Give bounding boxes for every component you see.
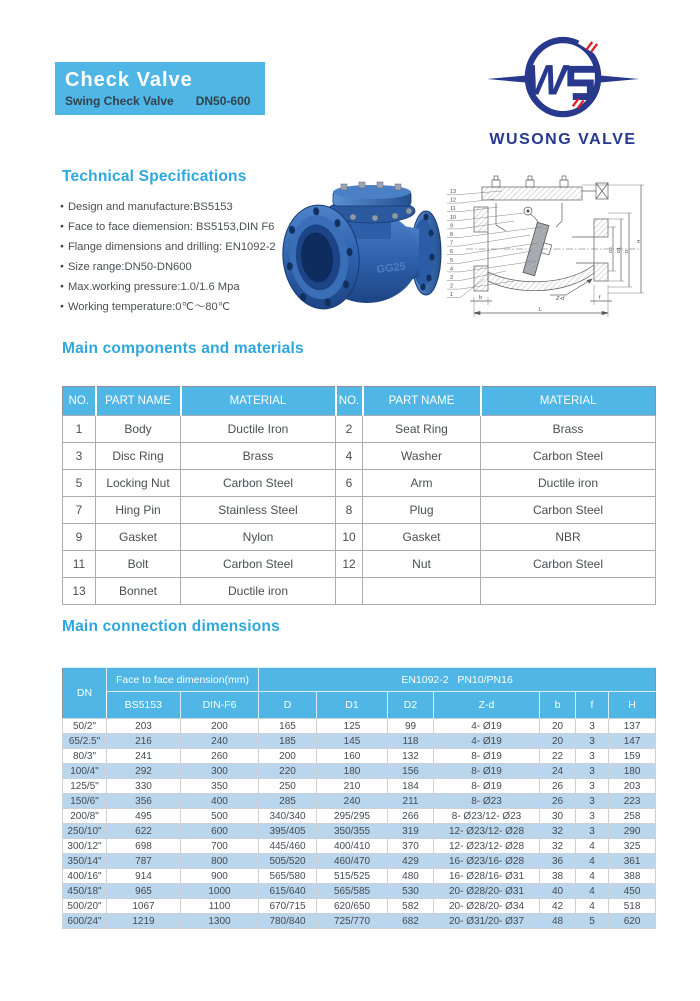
table-cell: 258 — [609, 809, 656, 824]
table-row — [63, 551, 656, 578]
table-cell: 429 — [388, 854, 434, 869]
table-cell: 582 — [388, 899, 434, 914]
table-cell: Ductile iron — [181, 578, 336, 605]
table-cell: Nut — [363, 551, 481, 578]
dim-label-D1: D1 — [616, 247, 621, 253]
table-cell: 965 — [107, 884, 181, 899]
table-cell: 530 — [388, 884, 434, 899]
table-cell: 241 — [107, 749, 181, 764]
table-cell: 9 — [63, 524, 96, 551]
table-cell: 518 — [609, 899, 656, 914]
spec-item: ● Working temperature:0℃～80℃ — [60, 297, 292, 317]
dim-label-f: f — [599, 295, 601, 301]
table-cell: 505/520 — [259, 854, 317, 869]
table-cell: 4 — [576, 869, 609, 884]
table-row — [63, 719, 656, 734]
table-cell: 211 — [388, 794, 434, 809]
table-cell: 3 — [576, 794, 609, 809]
table-cell: 8- Ø23 — [434, 794, 540, 809]
table-cell: 400 — [181, 794, 259, 809]
table-row — [63, 869, 656, 884]
table-row — [63, 899, 656, 914]
column-header: NO. — [336, 387, 363, 416]
valve-photo — [281, 165, 445, 319]
table-cell: 495 — [107, 809, 181, 824]
table-cell: 118 — [388, 734, 434, 749]
table-cell: 670/715 — [259, 899, 317, 914]
table-cell: 400/410 — [317, 839, 388, 854]
table-cell: 8 — [336, 497, 363, 524]
table-cell: 615/640 — [259, 884, 317, 899]
product-subtitle — [65, 94, 265, 108]
table-cell: 250 — [259, 779, 317, 794]
table-cell: 3 — [576, 779, 609, 794]
table-cell: 32 — [540, 839, 576, 854]
column-header: MATERIAL — [481, 387, 656, 416]
table-cell: 1067 — [107, 899, 181, 914]
callout-number: 11 — [450, 206, 456, 213]
table-row — [63, 884, 656, 899]
table-cell: 12- Ø23/12- Ø28 — [434, 839, 540, 854]
table-cell: Carbon Steel — [481, 551, 656, 578]
callout-number: 10 — [450, 214, 456, 221]
spec-item: ● Flange dimensions and drilling: EN1092-2 — [60, 237, 292, 257]
table-cell: 16- Ø28/16- Ø31 — [434, 869, 540, 884]
table-cell: 500/20" — [63, 899, 107, 914]
table-cell: 4- Ø19 — [434, 719, 540, 734]
table-cell: 16- Ø23/16- Ø28 — [434, 854, 540, 869]
table-cell: 4 — [576, 854, 609, 869]
callout-number: 7 — [450, 240, 453, 247]
table-cell: 24 — [540, 764, 576, 779]
table-cell: 300 — [181, 764, 259, 779]
table-cell: 180 — [317, 764, 388, 779]
table-cell: 160 — [317, 749, 388, 764]
table-cell: 325 — [609, 839, 656, 854]
callout-number: 8 — [450, 232, 453, 238]
table-cell: 184 — [388, 779, 434, 794]
section-heading-technical-specifications: Technical Specifications — [62, 168, 247, 185]
table-cell: 388 — [609, 869, 656, 884]
table-cell: 156 — [388, 764, 434, 779]
table-cell: 3 — [576, 749, 609, 764]
column-header: D2 — [388, 692, 434, 719]
table-cell: 20- Ø28/20- Ø34 — [434, 899, 540, 914]
table-cell: 370 — [388, 839, 434, 854]
table-cell: 48 — [540, 914, 576, 929]
column-header: D1 — [317, 692, 388, 719]
table-cell: 1000 — [181, 884, 259, 899]
table-cell: 5 — [576, 914, 609, 929]
product-title: Check Valve — [65, 69, 193, 91]
column-header: f — [576, 692, 609, 719]
table-cell: 600/24" — [63, 914, 107, 929]
components-table-body — [63, 416, 656, 605]
column-header: DIN-F6 — [181, 692, 259, 719]
table-cell: 700 — [181, 839, 259, 854]
table-cell: Carbon Steel — [181, 470, 336, 497]
table-cell: 300/12" — [63, 839, 107, 854]
table-cell: 32 — [540, 824, 576, 839]
table-cell: 11 — [63, 551, 96, 578]
table-cell: 8- Ø23/12- Ø23 — [434, 809, 540, 824]
table-cell: 361 — [609, 854, 656, 869]
column-header: PART NAME — [96, 387, 181, 416]
column-header: H — [609, 692, 656, 719]
table-cell: 42 — [540, 899, 576, 914]
table-cell: 460/470 — [317, 854, 388, 869]
table-cell: 3 — [576, 824, 609, 839]
table-cell: 3 — [63, 443, 96, 470]
company-logo — [468, 34, 658, 149]
table-cell: 80/3" — [63, 749, 107, 764]
table-row — [63, 764, 656, 779]
dim-label-Zd: Z-d — [556, 296, 565, 302]
table-row — [63, 470, 656, 497]
table-cell: 292 — [107, 764, 181, 779]
table-cell: 515/525 — [317, 869, 388, 884]
table-row — [63, 794, 656, 809]
spec-list — [60, 197, 292, 317]
table-cell: 40 — [540, 884, 576, 899]
table-cell: 800 — [181, 854, 259, 869]
table-cell: 4 — [576, 839, 609, 854]
table-cell: 8- Ø19 — [434, 764, 540, 779]
table-cell: 565/585 — [317, 884, 388, 899]
table-cell: 3 — [576, 809, 609, 824]
table-cell: 340/340 — [259, 809, 317, 824]
table-cell: Arm — [363, 470, 481, 497]
table-cell: 4 — [576, 899, 609, 914]
table-cell: 203 — [107, 719, 181, 734]
logo-mark-icon — [485, 34, 641, 126]
spec-item: ● Max.working pressure:1.0/1.6 Mpa — [60, 277, 292, 297]
column-header: D — [259, 692, 317, 719]
table-cell: Nylon — [181, 524, 336, 551]
table-cell: 210 — [317, 779, 388, 794]
table-cell: 295/295 — [317, 809, 388, 824]
dim-label-D2: D2 — [608, 247, 613, 253]
table-row — [63, 497, 656, 524]
table-cell: 147 — [609, 734, 656, 749]
column-group-face-to-face: Face to face dimension(mm) — [107, 668, 259, 692]
table-cell: 26 — [540, 779, 576, 794]
table-cell: 8- Ø19 — [434, 749, 540, 764]
table-cell: Carbon Steel — [481, 443, 656, 470]
column-header: BS5153 — [107, 692, 181, 719]
table-cell: 2 — [336, 416, 363, 443]
table-cell: Gasket — [363, 524, 481, 551]
table-cell: 137 — [609, 719, 656, 734]
table-cell: 223 — [609, 794, 656, 809]
brand-name: WUSONG VALVE — [489, 131, 637, 148]
components-header-row — [63, 387, 656, 416]
table-cell: 240 — [317, 794, 388, 809]
table-row — [63, 443, 656, 470]
table-cell: 132 — [388, 749, 434, 764]
table-cell: Seat Ring — [363, 416, 481, 443]
table-cell: 330 — [107, 779, 181, 794]
table-cell: 620/650 — [317, 899, 388, 914]
table-cell: 600 — [181, 824, 259, 839]
spec-item: ● Size range:DN50-DN600 — [60, 257, 292, 277]
components-table — [62, 386, 656, 605]
table-cell — [363, 578, 481, 605]
table-cell: 26 — [540, 794, 576, 809]
table-row — [63, 824, 656, 839]
product-banner — [55, 62, 265, 115]
table-cell: 10 — [336, 524, 363, 551]
table-cell: Bonnet — [96, 578, 181, 605]
table-cell: Bolt — [96, 551, 181, 578]
dimensions-subheader-row — [63, 692, 656, 719]
dim-label-D: D — [624, 249, 629, 253]
table-cell: 4 — [336, 443, 363, 470]
table-cell: Ductile iron — [481, 470, 656, 497]
table-cell: 125/5" — [63, 779, 107, 794]
table-cell — [481, 578, 656, 605]
table-row — [63, 734, 656, 749]
table-cell: Gasket — [96, 524, 181, 551]
section-heading-components: Main components and materials — [62, 340, 304, 357]
table-cell: 203 — [609, 779, 656, 794]
table-cell: NBR — [481, 524, 656, 551]
table-cell: 565/580 — [259, 869, 317, 884]
table-row — [63, 578, 656, 605]
table-cell: Stainless Steel — [181, 497, 336, 524]
spec-item: ● Face to face diemension: BS5153,DIN F6 — [60, 217, 292, 237]
table-cell: 4 — [576, 884, 609, 899]
table-cell: 350 — [181, 779, 259, 794]
table-cell: 200/8" — [63, 809, 107, 824]
table-cell: 36 — [540, 854, 576, 869]
table-cell: 7 — [63, 497, 96, 524]
table-cell: 285 — [259, 794, 317, 809]
drawing-dimension-labels — [479, 240, 641, 313]
table-cell: 395/405 — [259, 824, 317, 839]
table-cell: 65/2.5" — [63, 734, 107, 749]
table-cell: 4- Ø19 — [434, 734, 540, 749]
table-cell: 356 — [107, 794, 181, 809]
column-header-dn: DN — [63, 668, 107, 719]
callout-number: 3 — [450, 275, 453, 281]
callout-number: 2 — [450, 283, 453, 290]
table-cell: Ductile Iron — [181, 416, 336, 443]
table-cell: 38 — [540, 869, 576, 884]
table-cell: Brass — [481, 416, 656, 443]
table-cell: 400/16" — [63, 869, 107, 884]
table-cell: 20 — [540, 734, 576, 749]
table-cell: 914 — [107, 869, 181, 884]
callout-number: 5 — [450, 257, 453, 264]
table-cell: 450/18" — [63, 884, 107, 899]
column-group-en1092: EN1092-2 PN10/PN16 — [259, 668, 656, 692]
table-cell: 125 — [317, 719, 388, 734]
table-row — [63, 809, 656, 824]
table-cell: 20- Ø31/20- Ø37 — [434, 914, 540, 929]
dim-label-H: H — [636, 239, 641, 243]
table-cell: 13 — [63, 578, 96, 605]
table-cell: Carbon Steel — [181, 551, 336, 578]
dimensions-header-row-1 — [63, 668, 656, 692]
table-cell: Carbon Steel — [481, 497, 656, 524]
column-header: NO. — [63, 387, 96, 416]
column-header: MATERIAL — [181, 387, 336, 416]
table-cell: 99 — [388, 719, 434, 734]
dimensions-table — [62, 667, 656, 929]
table-cell: Locking Nut — [96, 470, 181, 497]
table-cell: 30 — [540, 809, 576, 824]
callout-number: 13 — [450, 189, 456, 195]
section-heading-dimensions: Main connection dimensions — [62, 618, 280, 635]
table-row — [63, 416, 656, 443]
table-cell: 145 — [317, 734, 388, 749]
table-cell: 165 — [259, 719, 317, 734]
table-cell: 480 — [388, 869, 434, 884]
table-cell: 3 — [576, 719, 609, 734]
table-cell: 260 — [181, 749, 259, 764]
table-cell: 180 — [609, 764, 656, 779]
table-cell: 450 — [609, 884, 656, 899]
table-cell: 319 — [388, 824, 434, 839]
table-cell: 622 — [107, 824, 181, 839]
table-cell: 1300 — [181, 914, 259, 929]
table-cell: 216 — [107, 734, 181, 749]
table-cell: 20- Ø28/20- Ø31 — [434, 884, 540, 899]
table-cell: 200 — [259, 749, 317, 764]
table-cell: 20 — [540, 719, 576, 734]
table-cell: 50/2" — [63, 719, 107, 734]
spec-item: ● Design and manufacture:BS5153 — [60, 197, 292, 217]
table-cell: 159 — [609, 749, 656, 764]
table-cell: 185 — [259, 734, 317, 749]
table-cell: 780/840 — [259, 914, 317, 929]
table-row — [63, 914, 656, 929]
table-cell: 3 — [576, 734, 609, 749]
table-cell: 350/14" — [63, 854, 107, 869]
dimensions-table-body — [63, 719, 656, 929]
table-cell: 445/460 — [259, 839, 317, 854]
product-type: Swing Check Valve — [65, 94, 174, 108]
table-cell: 5 — [63, 470, 96, 497]
table-cell: 682 — [388, 914, 434, 929]
table-cell: 12- Ø23/12- Ø28 — [434, 824, 540, 839]
table-cell: 350/355 — [317, 824, 388, 839]
table-cell: 500 — [181, 809, 259, 824]
logo-monogram-w: W — [525, 56, 567, 105]
table-cell: 220 — [259, 764, 317, 779]
callout-number: 1 — [450, 292, 453, 299]
table-cell: 22 — [540, 749, 576, 764]
callout-number: 12 — [450, 197, 456, 204]
table-cell: 100/4" — [63, 764, 107, 779]
table-cell: Disc Ring — [96, 443, 181, 470]
table-cell: 290 — [609, 824, 656, 839]
table-cell: 200 — [181, 719, 259, 734]
column-header: PART NAME — [363, 387, 481, 416]
table-cell: Plug — [363, 497, 481, 524]
table-cell: 3 — [576, 764, 609, 779]
table-cell: 1100 — [181, 899, 259, 914]
table-cell: 250/10" — [63, 824, 107, 839]
callout-number: 9 — [450, 223, 453, 230]
column-header: b — [540, 692, 576, 719]
table-cell: 900 — [181, 869, 259, 884]
dim-label-L: L — [539, 307, 542, 313]
table-cell: 1219 — [107, 914, 181, 929]
column-header: Z-d — [434, 692, 540, 719]
table-cell: 150/6" — [63, 794, 107, 809]
table-row — [63, 839, 656, 854]
table-cell: 8- Ø19 — [434, 779, 540, 794]
table-row — [63, 524, 656, 551]
table-cell: 12 — [336, 551, 363, 578]
table-cell: Body — [96, 416, 181, 443]
table-cell: Brass — [181, 443, 336, 470]
callout-number: 4 — [450, 266, 453, 273]
table-cell: 6 — [336, 470, 363, 497]
table-cell: 1 — [63, 416, 96, 443]
valve-sectional-drawing — [444, 169, 660, 329]
table-row — [63, 779, 656, 794]
table-cell: 725/770 — [317, 914, 388, 929]
table-cell: 240 — [181, 734, 259, 749]
table-cell: 620 — [609, 914, 656, 929]
table-cell — [336, 578, 363, 605]
table-cell: 698 — [107, 839, 181, 854]
table-row — [63, 749, 656, 764]
table-row — [63, 854, 656, 869]
dim-label-b: b — [479, 295, 482, 301]
product-size-range: DN50-600 — [195, 94, 251, 108]
table-cell: 787 — [107, 854, 181, 869]
cast-mark-label: GG25 — [375, 260, 407, 276]
callout-number: 6 — [450, 249, 453, 256]
table-cell: 266 — [388, 809, 434, 824]
table-cell: Hing Pin — [96, 497, 181, 524]
table-cell: Washer — [363, 443, 481, 470]
